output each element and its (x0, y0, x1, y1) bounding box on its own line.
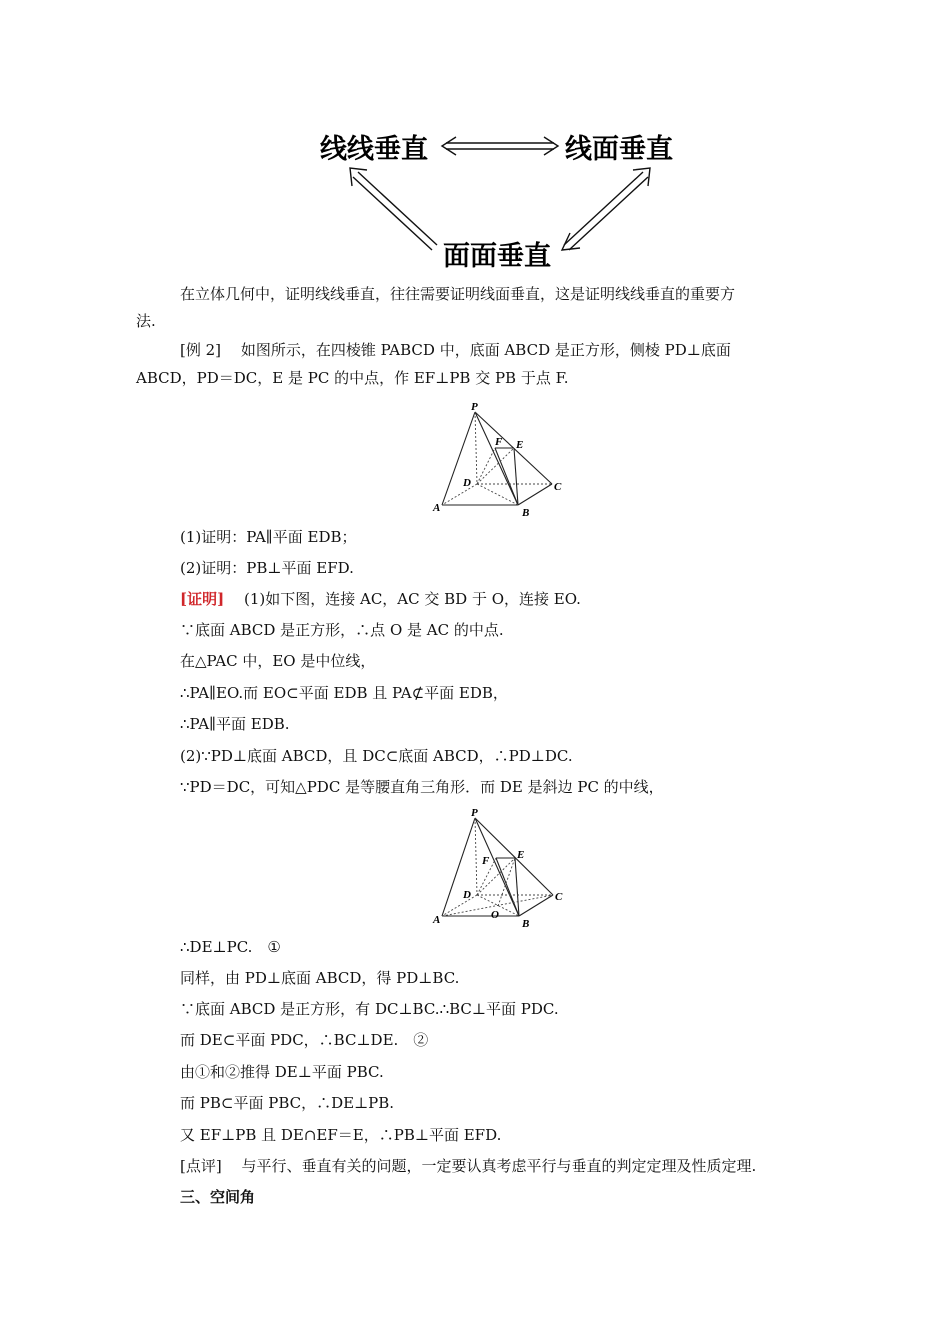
proof-line-14: 又 EF⊥PB 且 DE∩EF＝E，∴PB⊥平面 EFD. (180, 1126, 502, 1144)
proof-text-1: (1)如下图，连接 AC，AC 交 BD 于 O，连接 EO. (243, 590, 581, 608)
fig2-label-D: D (463, 889, 471, 901)
proof-line-3: 在△PAC 中，EO 是中位线， (180, 652, 376, 670)
left-implies-arrow-icon (350, 168, 437, 250)
pyramid-figure-1 (420, 398, 580, 523)
fig1-label-F: F (495, 436, 503, 448)
fig1-label-D: D (463, 477, 471, 489)
example-tag: [例 2] (180, 341, 222, 359)
fig1-label-B: B (522, 507, 530, 519)
comment-tag: [点评] (180, 1157, 222, 1175)
proof-line-13: 而 PB⊂平面 PBC，∴DE⊥PB. (180, 1094, 395, 1112)
double-arrow-icon (442, 137, 558, 155)
right-implies-arrow-icon (562, 168, 650, 250)
proof-line-7: ∵PD＝DC，可知△PDC 是等腰直角三角形．而 DE 是斜边 PC 的中线， (180, 778, 664, 796)
plane-plane-label: 面面垂直 (443, 241, 551, 272)
fig2-label-C: C (555, 891, 563, 903)
comment-text: 与平行、垂直有关的问题，一定要认真考虑平行与垂直的判定定理及性质定理. (241, 1157, 757, 1175)
proof-line-4: ∴PA∥EO.而 EO⊂平面 EDB 且 PA⊄平面 EDB， (180, 684, 508, 702)
fig2-label-F: F (482, 855, 490, 867)
question-2: (2)证明：PB⊥平面 EFD. (180, 559, 354, 577)
question-1: (1)证明：PA∥平面 EDB； (180, 528, 357, 546)
fig2-label-A: A (433, 914, 441, 926)
fig2-label-P: P (471, 807, 478, 819)
intro-line-2: 法. (136, 312, 156, 330)
example-text-1: 如图所示，在四棱锥 PABCD 中，底面 ABCD 是正方形，侧棱 PD⊥底面 (240, 341, 731, 359)
proof-line-1 (180, 589, 581, 609)
proof-line-10: ∵底面 ABCD 是正方形，有 DC⊥BC.∴BC⊥平面 PDC. (180, 1000, 559, 1018)
proof-line-12: 由①和②推得 DE⊥平面 PBC. (180, 1063, 384, 1081)
example-line-2: ABCD，PD＝DC，E 是 PC 的中点，作 EF⊥PB 交 PB 于点 F. (136, 369, 569, 387)
line-line-label: 线线垂直 (320, 134, 428, 165)
proof-line-8: ∴DE⊥PC. ① (180, 938, 281, 956)
example-line-1 (180, 340, 731, 360)
proof-line-11: 而 DE⊂平面 PDC，∴BC⊥DE. ② (180, 1031, 429, 1049)
fig2-label-O: O (491, 909, 499, 921)
line-plane-label: 线面垂直 (565, 134, 673, 165)
proof-line-6: (2)∵PD⊥底面 ABCD，且 DC⊂底面 ABCD，∴PD⊥DC. (180, 747, 573, 765)
perpendicular-relation-diagram (300, 120, 700, 275)
fig1-label-C: C (554, 481, 562, 493)
section-heading: 三、空间角 (180, 1188, 256, 1206)
fig2-label-B: B (522, 918, 530, 930)
proof-line-5: ∴PA∥平面 EDB. (180, 715, 290, 733)
fig1-label-P: P (471, 401, 478, 413)
proof-line-9: 同样，由 PD⊥底面 ABCD，得 PD⊥BC. (180, 969, 460, 987)
fig2-label-E: E (517, 849, 525, 861)
proof-line-2: ∵底面 ABCD 是正方形，∴点 O 是 AC 的中点. (180, 621, 504, 639)
intro-line-1: 在立体几何中，证明线线垂直，往往需要证明线面垂直，这是证明线线垂直的重要方 (180, 285, 736, 303)
fig1-label-E: E (516, 439, 524, 451)
pyramid-figure-2 (420, 806, 580, 931)
comment-line (180, 1156, 756, 1176)
proof-tag: [证明] (180, 590, 225, 608)
fig1-label-A: A (433, 502, 441, 514)
